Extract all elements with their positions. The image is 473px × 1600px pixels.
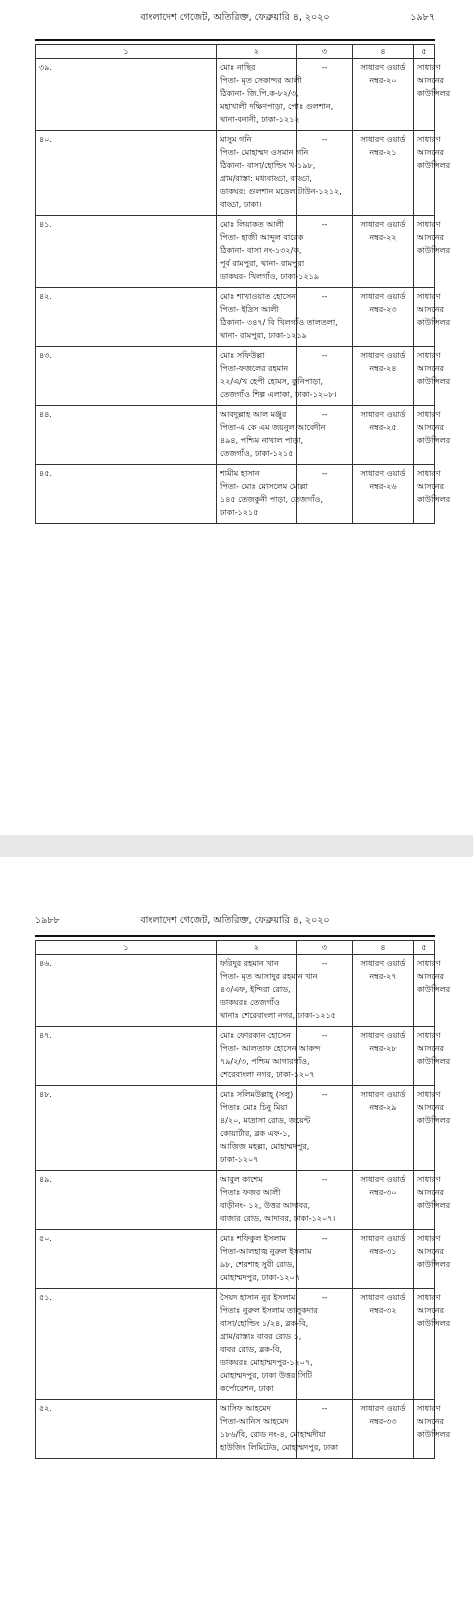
seat-type-text: কাউন্সিলর: [417, 1430, 451, 1439]
ward-text: সাধারণ ওয়ার্ড: [360, 410, 406, 419]
gazette-title: বাংলাদেশ গেজেট, অতিরিক্ত, ফেব্রুয়ারি ৪, ২০২০: [140, 915, 330, 926]
candidate-detail-line: ৯৮, শেরশাহ সুরী রোড,: [220, 1260, 295, 1269]
candidate-name: আবুল কাশেম: [220, 1175, 263, 1184]
candidate-detail-line: পিতাঃ নুরুল ইসলাম তালুকদার: [220, 1306, 318, 1315]
candidate-details-cell: [217, 955, 336, 1027]
ward-text: সাধারণ ওয়ার্ড: [360, 959, 406, 968]
candidate-detail-line: পিতা- মৃত আসাদুর রহমান খান: [220, 972, 318, 981]
column-header: ৪: [353, 45, 414, 59]
ward-cell: [353, 288, 414, 347]
ward-text: নম্বর-৩১: [369, 1247, 397, 1256]
seat-type-text: সাধারণ আসনের: [417, 63, 445, 85]
ward-text: নম্বর-২৫: [369, 423, 397, 432]
column-3-cell: --: [297, 347, 353, 406]
candidate-name: মাসুম গনি: [220, 135, 252, 144]
candidate-detail-line: ৪/২০, মাদ্রাসা রোড, জয়েন্ট: [220, 1116, 311, 1125]
seat-type-text: সাধারণ আসনের: [417, 1404, 445, 1426]
candidate-table: [35, 44, 451, 524]
candidate-detail-line: ৭৯/২/৩, পশ্চিম আগারগাঁও,: [220, 1057, 310, 1066]
column-3-cell: --: [297, 1086, 353, 1171]
ward-text: নম্বর-২৪: [369, 364, 397, 373]
serial-cell: ৪৮.: [36, 1086, 217, 1171]
candidate-details-cell: [217, 216, 320, 288]
ward-text: নম্বর-৩০: [369, 1188, 397, 1197]
column-3-cell: --: [297, 1171, 353, 1230]
table-row: [36, 1289, 435, 1400]
table-row: [36, 1171, 435, 1230]
seat-type-cell: [414, 406, 451, 465]
ward-text: নম্বর-২৭: [369, 972, 397, 981]
seat-type-cell: [414, 288, 451, 347]
candidate-detail-line: ৪৩/এফ, ইন্দিরা রোড,: [220, 985, 291, 994]
candidate-detail-line: পিতা-আলহাজ্ব নুরুল ইসলাম: [220, 1247, 312, 1256]
candidate-name: শামীম হাসান: [220, 469, 260, 478]
table-row: [36, 955, 435, 1027]
ward-cell: [353, 406, 414, 465]
serial-cell: ৫১.: [36, 1289, 217, 1400]
candidate-detail-line: শেরেবাংলা নগর, ঢাকা-১২০৭: [220, 1070, 315, 1079]
ward-cell: [353, 59, 414, 131]
candidate-detail-line: ঠিকানা- জি.পি.ক-৮২/৩,: [220, 89, 299, 98]
candidate-detail-line: পিতাঃ ফজর আলী: [220, 1188, 281, 1197]
ward-cell: [353, 1086, 414, 1171]
column-header-row: [36, 45, 435, 59]
ward-text: সাধারণ ওয়ার্ড: [360, 135, 406, 144]
table-row: [36, 131, 435, 216]
candidate-detail-line: ১৪৫ তেজকুনী পাড়া, তেজগাঁও,: [220, 495, 323, 504]
column-header: ৩: [297, 45, 353, 59]
candidate-detail-line: ডাকঘরঃ তেজগাঁও: [220, 998, 280, 1007]
ward-text: নম্বর-২৩: [369, 305, 397, 314]
header-rule: [35, 39, 435, 41]
ward-cell: [353, 1400, 414, 1459]
candidate-detail-line: ডাকঘর- খিলগাঁও, ঢাকা-১২১৯: [220, 272, 320, 281]
ward-text: সাধারণ ওয়ার্ড: [360, 220, 406, 229]
seat-type-text: সাধারণ আসনের: [417, 1234, 445, 1256]
ward-text: সাধারণ ওয়ার্ড: [360, 292, 406, 301]
seat-type-text: কাউন্সিলর: [417, 246, 451, 255]
candidate-detail-line: হাউজিং লিমিটেড, মোহাম্মদপুর, ঢাকা: [220, 1443, 339, 1452]
column-3-cell: --: [297, 216, 353, 288]
seat-type-text: সাধারণ আসনের: [417, 1175, 445, 1197]
column-3-cell: --: [297, 288, 353, 347]
table-row: [36, 1400, 435, 1459]
ward-cell: [353, 1230, 414, 1289]
ward-text: নম্বর-২৯: [369, 1103, 397, 1112]
candidate-name: মোঃ ফোরকান হোসেন: [220, 1031, 291, 1040]
candidate-detail-line: পিতা- মৃত সেকান্দর আলী: [220, 76, 302, 85]
seat-type-cell: [414, 1230, 451, 1289]
candidate-detail-line: ঠিকানা- বাসা নং-১৩২/ক,: [220, 246, 302, 255]
table-row: [36, 1230, 435, 1289]
candidate-detail-line: থানাঃ শেরেবাংলা নগর, ঢাকা-১২১৫: [220, 1011, 336, 1020]
column-3-cell: --: [297, 955, 353, 1027]
page-number: ১৯৮৭: [410, 12, 435, 23]
seat-type-text: কাউন্সিলর: [417, 1319, 451, 1328]
ward-text: সাধারণ ওয়ার্ড: [360, 1404, 406, 1413]
ward-text: সাধারণ ওয়ার্ড: [360, 351, 406, 360]
column-header: ৫: [414, 45, 435, 59]
candidate-details-cell: [217, 1171, 336, 1230]
ward-cell: [353, 131, 414, 216]
column-header: ৪: [353, 941, 414, 955]
ward-cell: [353, 1171, 414, 1230]
candidate-detail-line: বাড্ডা, ঢাকা।: [220, 200, 262, 209]
candidate-detail-line: পিতা- মোহাম্মদ ওসমান গনি: [220, 148, 309, 157]
seat-type-text: কাউন্সিলর: [417, 1201, 451, 1210]
candidate-details-cell: [217, 288, 338, 347]
seat-type-cell: [414, 1171, 451, 1230]
ward-text: নম্বর-২৮: [369, 1044, 397, 1053]
candidate-name: মোঃ সলিমউল্লাহ্ (সলু): [220, 1090, 294, 1099]
table-row: [36, 59, 435, 131]
candidate-details-cell: [217, 1086, 311, 1171]
serial-cell: ৪৭.: [36, 1027, 217, 1086]
serial-cell: ৪১.: [36, 216, 217, 288]
column-header: ১: [36, 45, 217, 59]
seat-type-text: সাধারণ আসনের: [417, 1293, 445, 1315]
candidate-detail-line: পিতা-আনিস আহমেদ: [220, 1417, 289, 1426]
seat-type-cell: [414, 1289, 451, 1400]
seat-type-cell: [414, 1086, 451, 1171]
candidate-detail-line: ২২/এ/খ হেপী হোমস, কুনিপাড়া,: [220, 377, 323, 386]
candidate-detail-line: ঢাকা-১২১৫: [220, 508, 259, 517]
ward-text: সাধারণ ওয়ার্ড: [360, 469, 406, 478]
candidate-detail-line: ঠিকানা- ৩৪৭/ বি খিলগাঁও তালতলা,: [220, 318, 338, 327]
table-row: [36, 465, 435, 524]
candidate-detail-line: বাড়ীনং- ১২, উত্তর আদাবর,: [220, 1201, 311, 1210]
serial-cell: ৪০.: [36, 131, 217, 216]
seat-type-text: সাধারণ আসনের: [417, 351, 445, 373]
candidate-name: মোঃ সফিউল্লা: [220, 351, 265, 360]
table-row: [36, 216, 435, 288]
seat-type-text: কাউন্সিলর: [417, 377, 451, 386]
table-row: [36, 406, 435, 465]
candidate-name: ফরিদুর রহমান খান: [220, 959, 279, 968]
candidate-detail-line: পিতা- হাজী আব্দুল বারেক: [220, 233, 304, 242]
column-header: ৩: [297, 941, 353, 955]
candidate-detail-line: পিতা-এ কে এম জয়নুল আবেদীন: [220, 423, 326, 432]
candidate-detail-line: বাসা/হোল্ডিং ১/২৪, ব্লক-বি,: [220, 1319, 309, 1328]
candidate-name: মোঃ শাখাওয়াত হোসেন: [220, 292, 296, 301]
candidate-detail-line: ১৮৬/বি, রোড নং-৪, মোহাম্মদীয়া: [220, 1430, 326, 1439]
gazette-page-1988: [0, 857, 473, 1600]
candidate-detail-line: গ্রাম/রাস্তা: মধ্যবাড্ডা, বাড্ডা,: [220, 174, 312, 183]
candidate-detail-line: ৪৯৪, পশ্চিম নাখাল পাড়া,: [220, 436, 304, 445]
table-row: [36, 1086, 435, 1171]
serial-cell: ৪৯.: [36, 1171, 217, 1230]
candidate-detail-line: থানা- রামপুরা, ঢাকা-১২১৯: [220, 331, 307, 340]
candidate-detail-line: পিতা- আলতাফ হোসেন আকন্দ: [220, 1044, 321, 1053]
candidate-detail-line: ঠিকানা- বাসা/হোল্ডিং খ-১৯৮,: [220, 161, 316, 170]
seat-type-text: সাধারণ আসনের: [417, 469, 445, 491]
candidate-name: মোঃ শফিকুল ইসলাম: [220, 1234, 286, 1243]
seat-type-text: সাধারণ আসনের: [417, 292, 445, 314]
candidate-detail-line: ঢাকা-১২০৭: [220, 1155, 259, 1164]
candidate-detail-line: পিতা- ইদ্রিস আলী: [220, 305, 279, 314]
page-number: ১৯৮৮: [35, 915, 60, 926]
seat-type-text: কাউন্সিলর: [417, 985, 451, 994]
column-header: ২: [217, 941, 297, 955]
ward-cell: [353, 955, 414, 1027]
candidate-details-cell: [217, 131, 342, 216]
table-row: [36, 347, 435, 406]
seat-type-text: সাধারণ আসনের: [417, 410, 445, 432]
table-row: [36, 288, 435, 347]
candidate-detail-line: মোহাম্মদপুর, ঢাকা উত্তর সিটি: [220, 1371, 313, 1380]
ward-text: সাধারণ ওয়ার্ড: [360, 1234, 406, 1243]
ward-text: সাধারণ ওয়ার্ড: [360, 1090, 406, 1099]
column-3-cell: --: [297, 1400, 353, 1459]
ward-cell: [353, 1289, 414, 1400]
candidate-table: [35, 940, 451, 1459]
column-3-cell: --: [297, 406, 353, 465]
serial-cell: ৪২.: [36, 288, 217, 347]
candidate-name: মোঃ নাছির: [220, 63, 256, 72]
candidate-detail-line: বাজার রোড, আদাবর, ঢাকা-১২০৭।: [220, 1214, 336, 1223]
serial-cell: ৪৩.: [36, 347, 217, 406]
seat-type-text: সাধারণ আসনের: [417, 959, 445, 981]
serial-cell: ৫২.: [36, 1400, 217, 1459]
candidate-detail-line: ডাকঘরঃ মোহাম্মদপুর-১২০৭,: [220, 1358, 313, 1367]
seat-type-cell: [414, 1400, 451, 1459]
serial-cell: ৪৫.: [36, 465, 217, 524]
page-gap: [0, 835, 473, 857]
column-3-cell: --: [297, 465, 353, 524]
candidate-detail-line: মহাখালী দক্ষিণপাড়া, পোঃ গুলশান,: [220, 102, 334, 111]
candidate-detail-line: তেজগাঁও শিল্প এলাকা, ঢাকা-১২০৮।: [220, 390, 337, 399]
serial-cell: ৪৬.: [36, 955, 217, 1027]
seat-type-text: কাউন্সিলর: [417, 1260, 451, 1269]
candidate-details-cell: [217, 406, 326, 465]
candidate-details-cell: [217, 1027, 321, 1086]
column-3-cell: --: [297, 131, 353, 216]
ward-cell: [353, 347, 414, 406]
column-header-row: [36, 941, 435, 955]
seat-type-text: কাউন্সিলর: [417, 1116, 451, 1125]
candidate-details-cell: [217, 1289, 318, 1400]
ward-text: নম্বর-৩৩: [369, 1417, 397, 1426]
ward-text: সাধারণ ওয়ার্ড: [360, 1293, 406, 1302]
column-header: ৫: [414, 941, 435, 955]
candidate-detail-line: গ্রাম/রাস্তাঃ বাবর রোড ১,: [220, 1332, 302, 1341]
seat-type-text: কাউন্সিলর: [417, 161, 451, 170]
candidate-detail-line: পিতা- মোঃ মোসলেম মোল্লা: [220, 482, 308, 491]
ward-text: নম্বর-৩২: [369, 1306, 397, 1315]
candidate-detail-line: মোহাম্মদপুর, ঢাকা-১২০৭: [220, 1273, 301, 1282]
seat-type-cell: [414, 216, 451, 288]
column-3-cell: --: [297, 1230, 353, 1289]
gazette-title: বাংলাদেশ গেজেট, অতিরিক্ত, ফেব্রুয়ারি ৪, ২০২০: [140, 12, 330, 23]
seat-type-text: কাউন্সিলর: [417, 436, 451, 445]
ward-cell: [353, 465, 414, 524]
ward-text: নম্বর-২৬: [369, 482, 397, 491]
candidate-details-cell: [217, 465, 323, 524]
candidate-name: আসিফ আহমেদ: [220, 1404, 271, 1413]
candidate-details-cell: [217, 347, 337, 406]
candidate-detail-line: কোয়ার্টার, ব্লক এফ-১,: [220, 1129, 291, 1138]
candidate-detail-line: তেজগাঁও, ঢাকা-১২১৫: [220, 449, 294, 458]
candidate-detail-line: থানা-বনানী, ঢাকা-১২১২: [220, 115, 300, 124]
candidate-detail-line: পূর্ব রামপুরা, থানা- রামপুরা: [220, 259, 305, 268]
header-rule: [35, 935, 435, 937]
serial-cell: ৫০.: [36, 1230, 217, 1289]
ward-text: নম্বর-২২: [369, 233, 397, 242]
seat-type-text: কাউন্সিলর: [417, 495, 451, 504]
candidate-detail-line: আজিজ মহল্লা, মোহাম্মদপুর,: [220, 1142, 310, 1151]
serial-cell: ৩৯.: [36, 59, 217, 131]
seat-type-cell: [414, 465, 451, 524]
seat-type-cell: [414, 59, 451, 131]
candidate-detail-line: পিতা-ফজলের রহমান: [220, 364, 289, 373]
candidate-details-cell: [217, 1400, 339, 1459]
candidate-name: আবদুল্লাহ আল মঞ্জুর: [220, 410, 287, 419]
ward-cell: [353, 216, 414, 288]
column-header: ১: [36, 941, 217, 955]
column-3-cell: --: [297, 59, 353, 131]
seat-type-text: কাউন্সিলর: [417, 89, 451, 98]
candidate-name: মোঃ লিয়াকত আলী: [220, 220, 284, 229]
seat-type-cell: [414, 1027, 451, 1086]
candidate-details-cell: [217, 59, 334, 131]
seat-type-text: সাধারণ আসনের: [417, 1031, 445, 1053]
seat-type-text: সাধারণ আসনের: [417, 135, 445, 157]
seat-type-cell: [414, 131, 451, 216]
serial-cell: ৪৪.: [36, 406, 217, 465]
candidate-detail-line: কর্পোরেশন, ঢাকা: [220, 1384, 274, 1393]
candidate-detail-line: পিতাঃ মোঃ চিনু মিয়া: [220, 1103, 288, 1112]
table-row: [36, 1027, 435, 1086]
seat-type-text: কাউন্সিলর: [417, 1057, 451, 1066]
seat-type-text: কাউন্সিলর: [417, 318, 451, 327]
seat-type-text: সাধারণ আসনের: [417, 1090, 445, 1112]
ward-text: নম্বর-২১: [369, 148, 397, 157]
candidate-detail-line: ডাকঘর: গুলশান মডেল টাউন-১২১২,: [220, 187, 342, 196]
candidate-detail-line: বাবর রোড, ব্লক-বি,: [220, 1345, 282, 1354]
ward-text: সাধারণ ওয়ার্ড: [360, 1031, 406, 1040]
ward-text: সাধারণ ওয়ার্ড: [360, 63, 406, 72]
ward-cell: [353, 1027, 414, 1086]
column-3-cell: --: [297, 1027, 353, 1086]
ward-text: নম্বর-২০: [369, 76, 397, 85]
column-3-cell: --: [297, 1289, 353, 1400]
column-header: ২: [217, 45, 297, 59]
ward-text: সাধারণ ওয়ার্ড: [360, 1175, 406, 1184]
candidate-name: সৈয়দ হাসান নুর ইসলাম: [220, 1293, 296, 1302]
candidate-details-cell: [217, 1230, 312, 1289]
seat-type-text: সাধারণ আসনের: [417, 220, 445, 242]
seat-type-cell: [414, 955, 451, 1027]
seat-type-cell: [414, 347, 451, 406]
